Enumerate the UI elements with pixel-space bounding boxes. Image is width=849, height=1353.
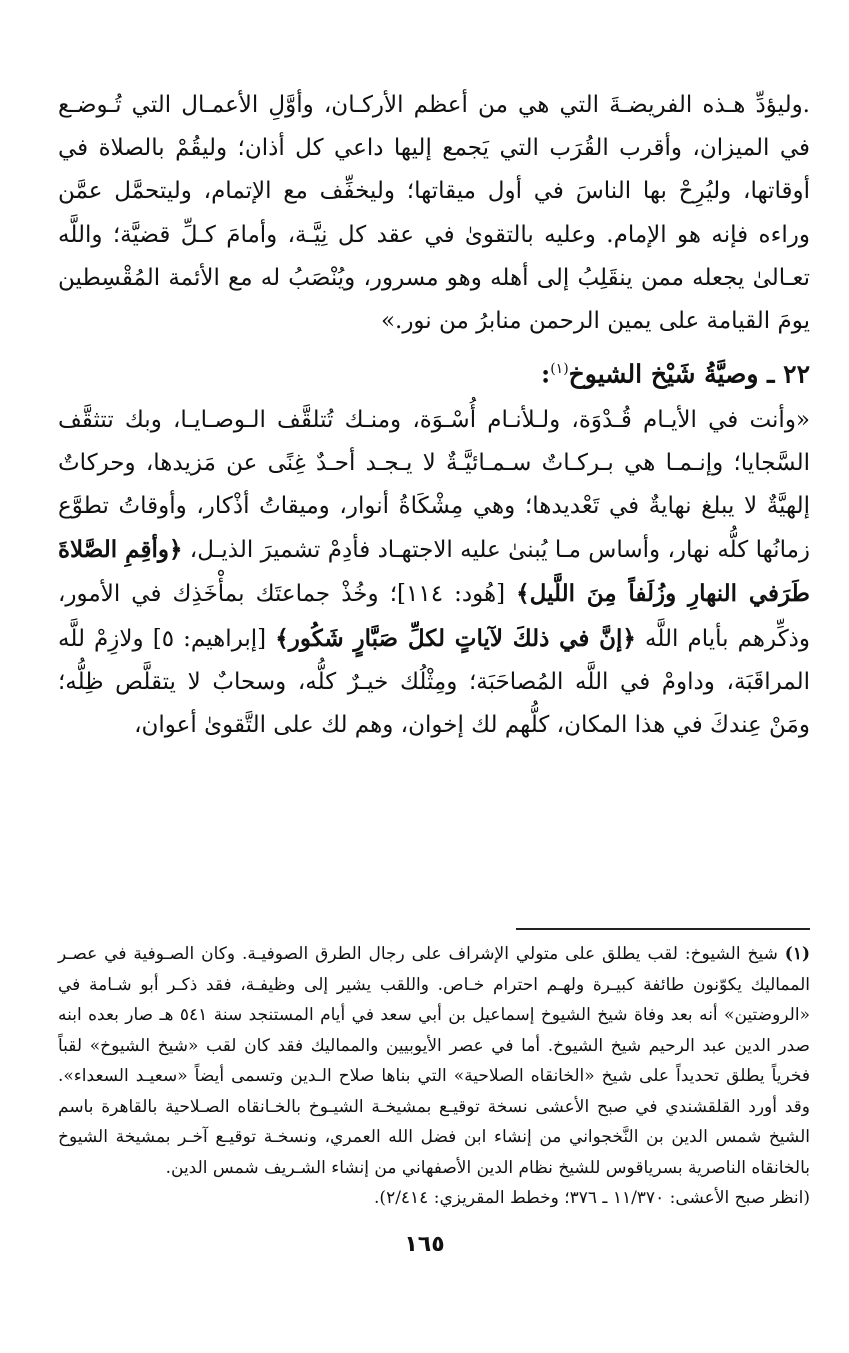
quran-verse-2: ﴿إنَّ في ذلكَ لآياتٍ لكلِّ صَبَّارٍ شَكُور﴾ — [275, 624, 636, 652]
footnotes — [58, 939, 810, 1214]
quran-verse-1: ﴿وأقِمِ الصَّلاةَ طَرَفي النهارِ وزُلَفاً مِنَ اللَّيل﴾ — [58, 536, 810, 608]
paragraph-2 — [58, 399, 810, 748]
main-text — [58, 84, 810, 747]
paragraph-2-part-3: ولازِمْ للَّه المراقَبَة، وداومْ في اللَّه المُصاحَبَة؛ ومِثْلُك خيـرٌ كلُّه، وسحابٌ لا يتقلَّص ظِلُّه؛ ومَنْ عِندكَ في هذا المكان، كلُّهم لك إخوان، وهم لك على التَّقوىٰ أعوان، — [58, 625, 810, 738]
page-number: ١٦٥ — [404, 1232, 445, 1257]
heading-colon: : — [540, 359, 551, 389]
footnote-1 — [58, 939, 810, 1183]
paragraph-2-part-2: وخُذْ جماعتَك بمأْخَذِك في الأمور، وذكِّرهم بأيام اللَّه — [58, 581, 811, 652]
footnote-reference: (انظر صبح الأعشى: ١١/٣٧٠ ـ ٣٧٦؛ وخطط المقريزي: ٢/٤١٤). — [374, 1188, 810, 1208]
paragraph-2-part-1: «وأنت في الأيـام قُـدْوَة، ولـلأنـام أُسْـوَة، ومنـك تُتلقَّف الـوصـايـا، وبك تتثقَّف السَّجايا؛ وإنـمـا هي بـركـاتٌ سـمـائيَّـةٌ لا يـجـد أحـدٌ غِنًى عن مَزيدها، وحركاتٌ إلهيَّةٌ لا يبلغ نهايةٌ في تَعْديدها؛ وهي مِشْكَاةُ أنوار، وميقاتُ أذْكار، وأوقاتُ تطوَّع زمانُها كلُّه نهار، وأساس مـا يُبنىٰ عليه الاجتهـاد فأدِمْ تشميرَ الذيـل، — [58, 406, 811, 564]
footnote-divider — [516, 928, 810, 930]
heading-title: ٢٢ ـ وصيَّةُ شَيْخ الشيوخ — [568, 359, 810, 389]
paragraph-1: .وليؤدِّ هـذه الفريضـةَ التي هي من أعظم الأركـان، وأوَّلِ الأعمـال التي تُـوضـع في الميزان، وأقرب القُرَب التي يَجمع إليها داعي كل أذان؛ وليقُمْ بالصلاة في أوقاتها، وليُرِحْ بها الناسَ في أول ميقاتها؛ وليخفِّف مع الإتمام، وليتحمَّل عمَّن وراءه فإنه هو الإمام. وعليه بالتقوىٰ في عقد كل نِيَّـة، وأمامَ كـلِّ قضيَّة؛ واللَّه تعـالىٰ يجعله ممن ينقَلِبُ إلى أهله وهو مسرور، ويُنْصَبُ له مع الأئمة المُقْسِطين يومَ القيامة على يمين الرحمن منابرُ من نور.» — [58, 92, 810, 335]
document-page — [58, 84, 811, 1208]
footnote-number: (١) — [784, 944, 810, 964]
verse-reference-2: [إبراهيم: ٥] — [152, 625, 267, 652]
footnote-marker: (١) — [550, 361, 569, 378]
section-heading — [58, 349, 810, 394]
footnote-text: شيخ الشيوخ: لقب يطلق على متولي الإشراف على رجال الطرق الصوفيـة. وكان الصـوفية في عصـر المماليك يكوّنون طائفة كبيـرة ولهـم احترام خـاص. واللقب يشير إلى وظيفـة، فقد ذكـر أبو شـامة في «الروضتين» أنه بعد وفاة شيخ الشيوخ إسماعيل بن أبي سعد في أيام المستنجد سنة ٥٤١ هـ صار بعده ابنه صدر الدين عبد الرحيم شيخ الشيوخ. أما في عصر الأيوبيين والمماليك فقد كان لقب «شيخ الشيوخ» لقباً فخرياً يطلق تحديداً على شيخ «الخانقاه الصلاحية» التي بناها صلاح الـدين وتسمى أيضاً «سعيـد السعداء». وقد أورد القلقشندي في صبح الأعشى نسخة توقيـع بمشيخـة الشيـوخ بالخـانقاه الصـلاحية بالقاهرة باسم الشيخ شمس الدين بن النَّخجواني من إنشاء ابن فضل الله العمري، ونسخـة توقيـع آخـر بمشيخة الشيوخ بالخانقاه الناصرية بسرياقوس للشيخ نظام الدين الأصفهاني من إنشاء الشـريف شمس الدين. — [58, 944, 810, 1178]
verse-reference-1: [هُود: ١١٤]؛ — [389, 581, 506, 608]
